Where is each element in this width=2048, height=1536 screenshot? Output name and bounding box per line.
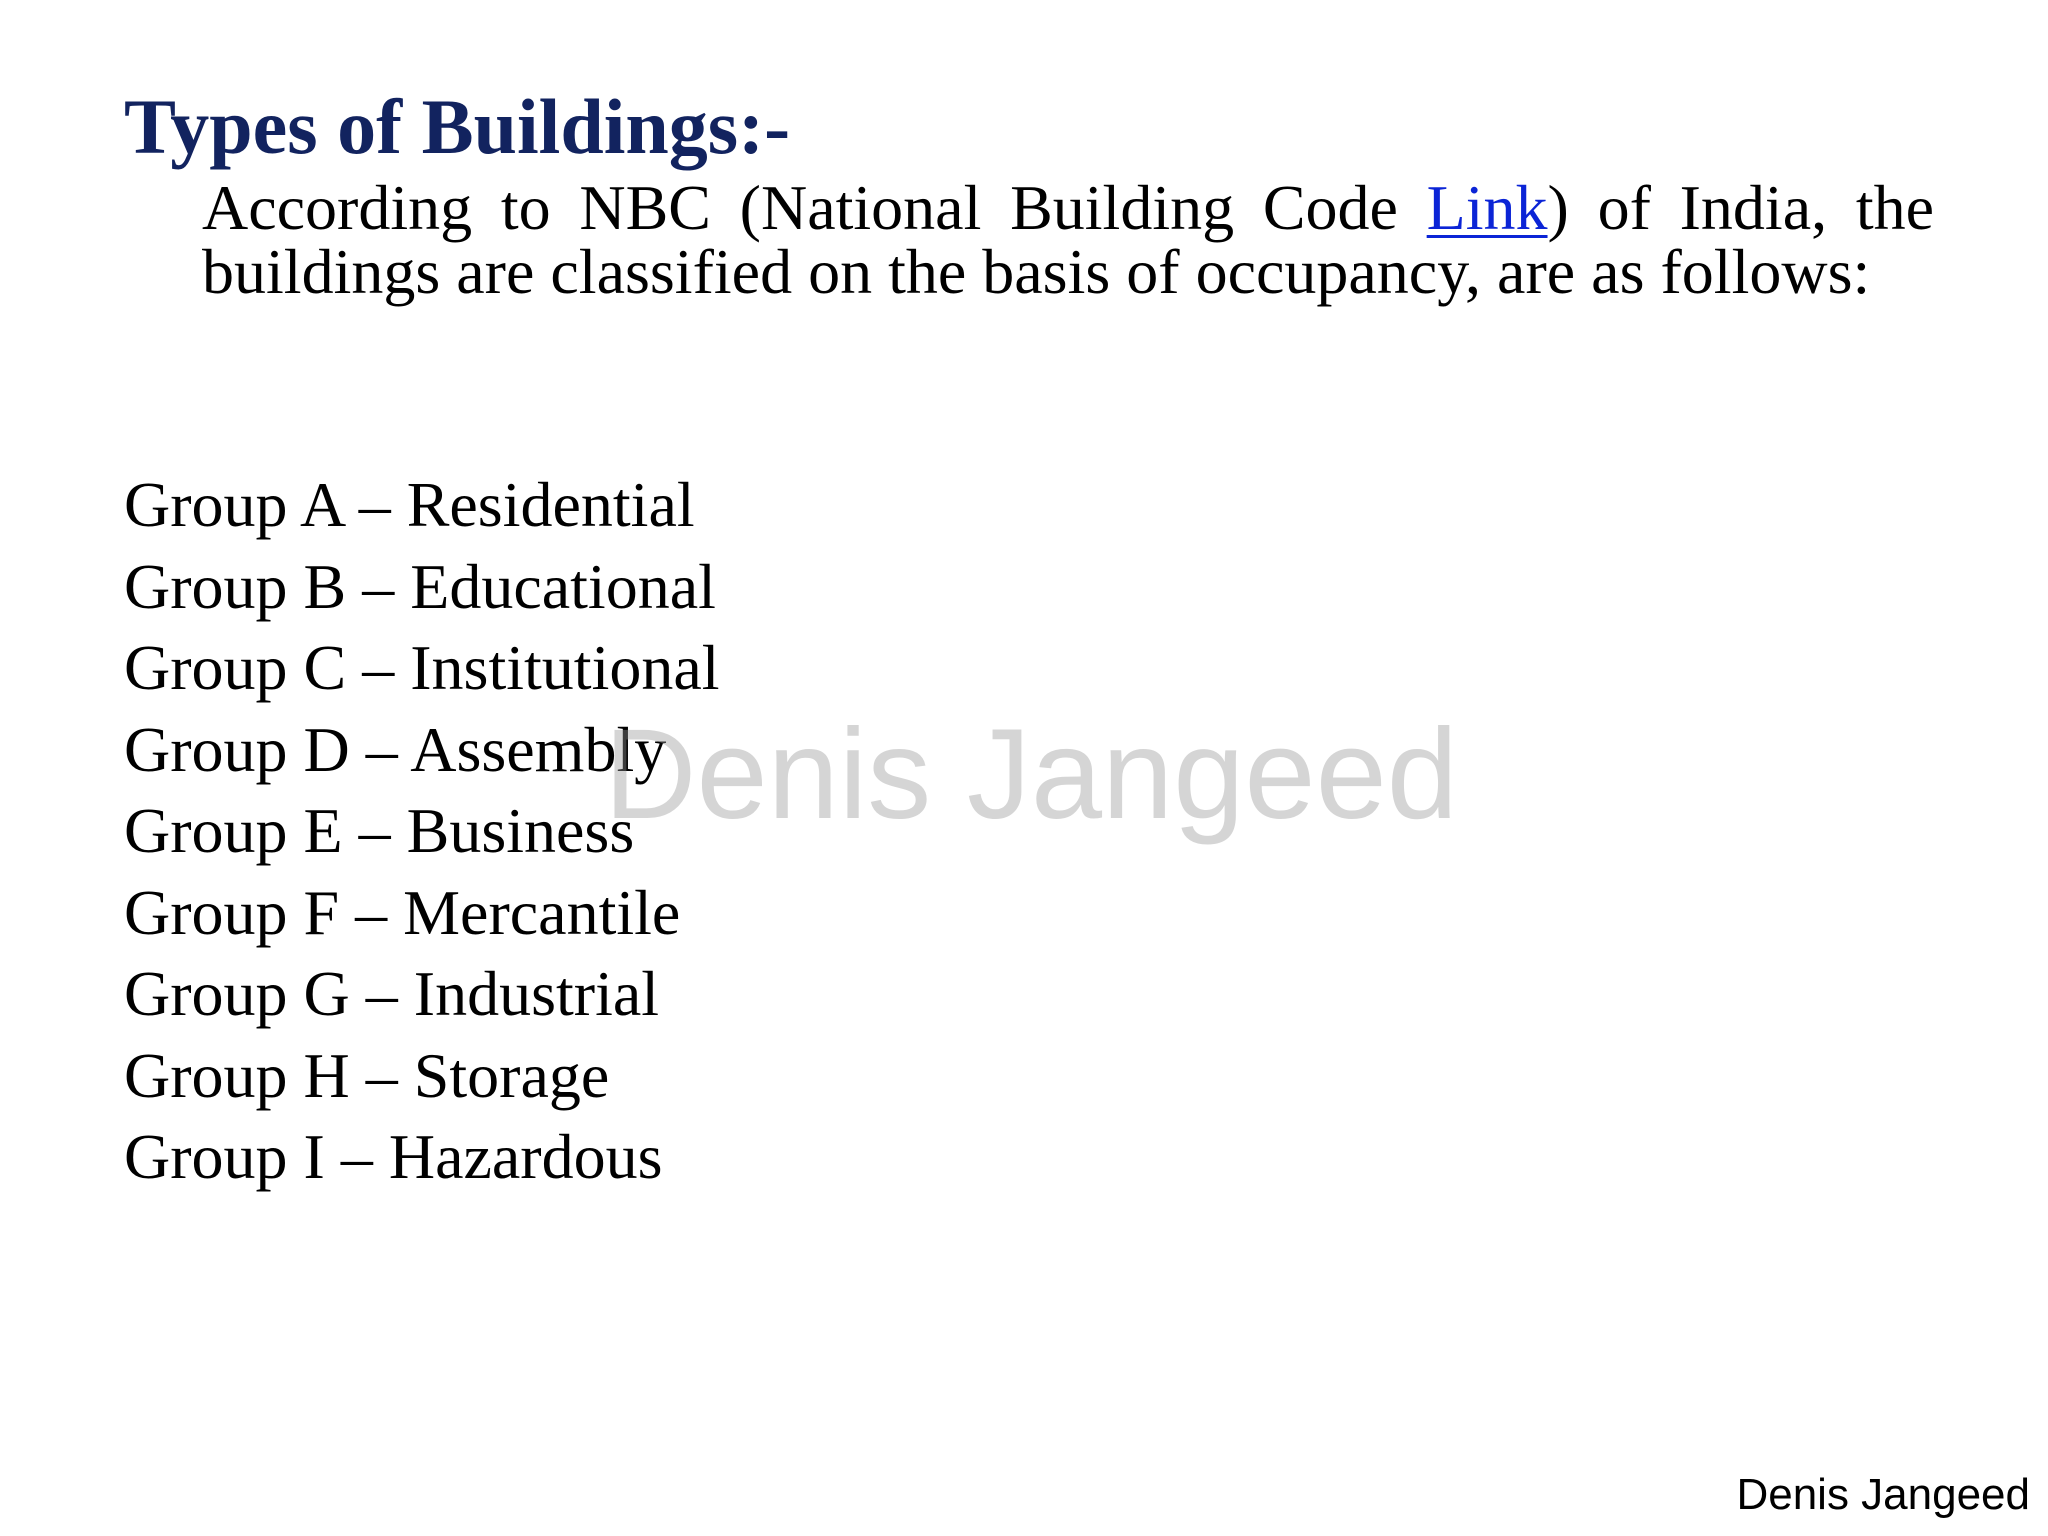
nbc-link[interactable]: Link <box>1426 172 1548 243</box>
group-a-item: Group A – Residential <box>124 469 695 540</box>
intro-text-after-link: ) of India, the buildings are classified on the basis of occupancy, are as follows: <box>202 172 1935 307</box>
watermark: Denis Jangeed <box>604 703 1458 846</box>
group-b-item: Group B – Educational <box>124 550 716 622</box>
group-e-item: Group E – Business <box>124 795 635 866</box>
intro-paragraph <box>202 172 1935 307</box>
intro-text-before-link: According to NBC (National Building Code <box>202 172 1427 243</box>
group-f-item: Group F – Mercantile <box>124 876 681 948</box>
group-g-item: Group G – Industrial <box>124 958 660 1029</box>
slide-title: Types of Buildings:- <box>124 83 791 170</box>
footer-author: Denis Jangeed <box>1736 1470 2030 1519</box>
building-groups-list <box>124 464 720 1198</box>
group-c-item: Group C – Institutional <box>124 632 720 703</box>
group-i-item: Group I – Hazardous <box>124 1121 663 1192</box>
group-h-item: Group H – Storage <box>124 1039 610 1111</box>
group-d-item: Group D – Assembly <box>124 713 667 785</box>
